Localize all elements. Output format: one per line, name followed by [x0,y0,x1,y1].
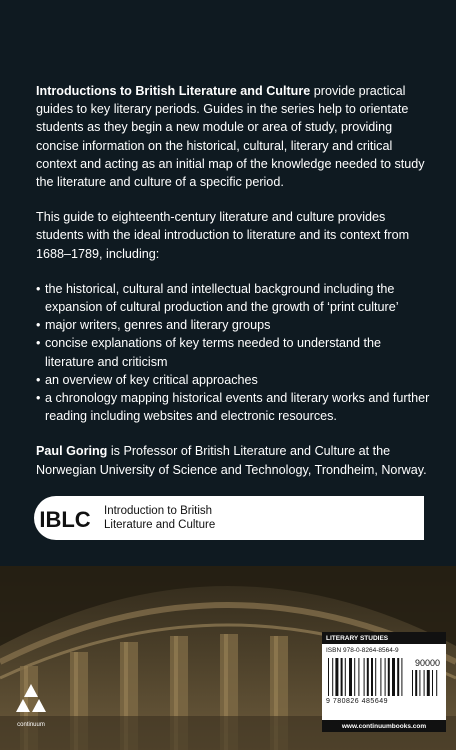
subject-category: LITERARY STUDIES [322,632,446,644]
blurb-paragraph-series [36,82,432,191]
series-title-line-1: Introduction to British [104,505,213,517]
price-code: 90000 [414,658,440,668]
continuum-logo-icon [11,680,51,720]
list-item: • an overview of key critical approaches [36,371,432,389]
series-description: provide practical guides to key literary periods. Guides in the series help to orientate students as they begin a new module or area of study, providing concise information on the historical, cultural, literary and critical context and acting as an initial map of the knowledge needed to study the literature and culture of a specific period. [36,84,425,190]
cover-blurb [36,82,432,496]
barcode-panel [322,632,446,732]
iblc-logo-text: IBLC [39,507,91,532]
author-name: Paul Goring [36,444,108,459]
barcode-number: 9 780826 485649 [326,698,388,705]
list-item: • concise explanations of key terms needed to understand the literature and criticism [36,334,432,370]
series-name-bold: Introductions to British Literature and Culture [36,84,311,98]
isbn-text: ISBN 978-0-8264-8564-9 [326,647,399,654]
contents-list [36,280,432,426]
blurb-paragraph-guide: This guide to eighteenth-century literature and culture provides students with the ideal introduction to literature and its context from 1688–1789, including: [36,210,410,261]
series-title [104,504,215,532]
iblc-logo-mark [36,501,94,535]
list-item: • a chronology mapping historical events and literary works and further reading including websites and electronic resources. [36,389,432,425]
publisher-name: continuum [17,722,45,728]
author-description: is Professor of British Literature and Culture at the Norwegian University of Science and Technology, Trondheim, Norway. [36,444,427,477]
series-title-line-2: Literature and Culture [104,519,216,531]
barcode-graphic [322,632,446,732]
publisher-logo [2,680,60,744]
iblc-logo [34,496,96,540]
list-item: • the historical, cultural and intellectual background including the expansion of cultural production and the growth of ‘print culture’ [36,280,432,316]
author-bio [36,442,432,478]
publisher-website: www.continuumbooks.com [322,720,446,732]
list-item: • major writers, genres and literary groups [36,316,432,334]
series-band [34,496,424,540]
